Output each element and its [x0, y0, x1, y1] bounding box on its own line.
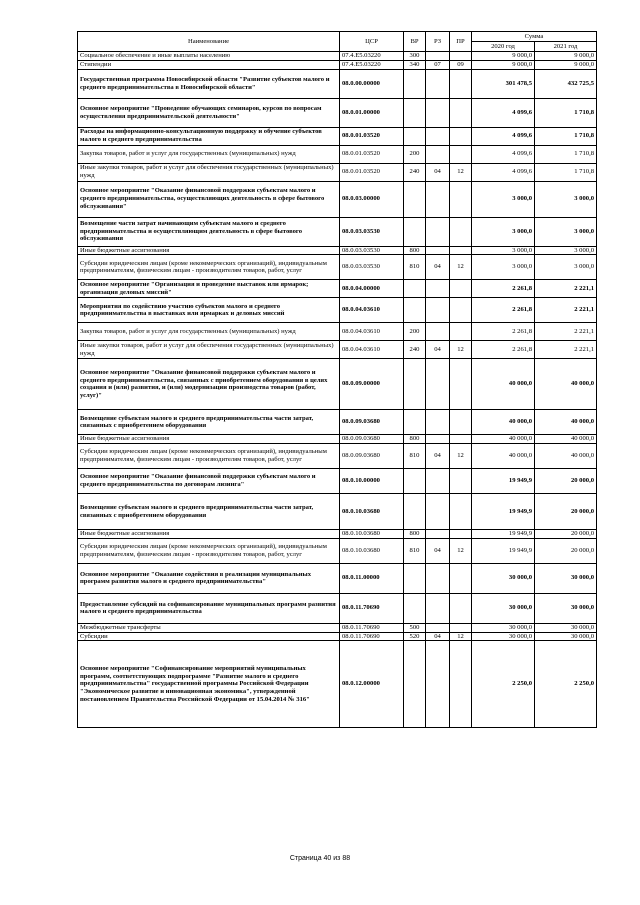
row-csr: 08.0.09.03680	[340, 435, 404, 444]
row-sum-2020: 19 949,9	[472, 538, 535, 563]
row-name: Субсидии юридическим лицам (кроме некоммерческих организаций), индивидуальным предпринимателям, физическим лицам - производителям товаров, работ, услуг	[78, 538, 340, 563]
row-sum-2020: 30 000,0	[472, 593, 535, 623]
row-name: Основное мероприятие "Софинансирование мероприятий муниципальных программ, соответствующих подпрограмме "Развитие малого и среднего предпринимательства" государственной программы Российской Федерации "Экономическое развитие и инновационная экономика", утвержденной постановлением Правительства Российской Федерации от 15.04.2014 № 316"	[78, 641, 340, 728]
row-rz	[426, 98, 450, 127]
row-name: Субсидии юридическим лицам (кроме некоммерческих организаций), индивидуальным предпринимателям, физическим лицам - производителям товаров, работ, услуг	[78, 255, 340, 280]
row-vr	[404, 494, 426, 530]
table-row	[78, 538, 597, 563]
row-sum-2021: 20 000,0	[535, 494, 597, 530]
row-sum-2020: 9 000,0	[472, 60, 535, 69]
header-sum: Сумма	[472, 32, 597, 42]
row-name: Государственная программа Новосибирской области "Развитие субъектов малого и среднего предпринимательства в Новосибирской области"	[78, 69, 340, 98]
row-vr	[404, 593, 426, 623]
row-vr	[404, 359, 426, 410]
row-sum-2020: 40 000,0	[472, 410, 535, 435]
table-row	[78, 323, 597, 341]
row-vr: 200	[404, 323, 426, 341]
row-csr: 08.0.03.00000	[340, 181, 404, 217]
table-row	[78, 255, 597, 280]
row-vr	[404, 641, 426, 728]
row-pr	[450, 69, 472, 98]
row-rz	[426, 359, 450, 410]
row-sum-2020: 30 000,0	[472, 563, 535, 593]
row-sum-2021: 3 000,0	[535, 217, 597, 246]
row-rz: 04	[426, 163, 450, 181]
row-name: Расходы на информационно-консультационную поддержку и обучение субъектов малого и среднего предпринимательства	[78, 127, 340, 145]
row-pr	[450, 435, 472, 444]
row-sum-2021: 40 000,0	[535, 444, 597, 469]
row-sum-2021: 2 221,1	[535, 323, 597, 341]
row-name: Основное мероприятие "Организация и проведение выставок или ярмарок; организация деловых миссий"	[78, 280, 340, 298]
row-pr	[450, 280, 472, 298]
row-name: Основное мероприятие "Оказание финансовой поддержки субъектам малого и среднего предпринимательства, связанных с приобретением оборудования в целях создания и (или) развития, и (или) модернизации производства товаров (работ, услуг)"	[78, 359, 340, 410]
row-csr: 08.0.10.00000	[340, 469, 404, 494]
header-year-2021: 2021 год	[535, 42, 597, 52]
table-row	[78, 593, 597, 623]
row-csr: 08.0.03.03530	[340, 246, 404, 255]
row-sum-2020: 2 261,8	[472, 323, 535, 341]
row-csr: 08.0.11.70690	[340, 593, 404, 623]
row-pr	[450, 410, 472, 435]
row-pr	[450, 145, 472, 163]
page-number: Страница 40 из 88	[289, 855, 351, 862]
row-sum-2021: 30 000,0	[535, 593, 597, 623]
table-row	[78, 145, 597, 163]
row-vr	[404, 217, 426, 246]
row-rz	[426, 298, 450, 323]
row-name: Стипендии	[78, 60, 340, 69]
row-rz: 04	[426, 255, 450, 280]
row-sum-2021: 2 221,1	[535, 341, 597, 359]
table-row	[78, 632, 597, 641]
row-sum-2021: 1 710,8	[535, 163, 597, 181]
row-sum-2021: 3 000,0	[535, 181, 597, 217]
table-row	[78, 563, 597, 593]
row-vr: 800	[404, 435, 426, 444]
row-rz	[426, 323, 450, 341]
row-name: Иные закупки товаров, работ и услуг для обеспечения государственных (муниципальных) нужд	[78, 341, 340, 359]
row-sum-2020: 9 000,0	[472, 52, 535, 61]
row-rz	[426, 127, 450, 145]
row-csr: 08.0.01.03520	[340, 163, 404, 181]
row-csr: 07.4.Е5.03220	[340, 52, 404, 61]
header-vr: ВР	[404, 32, 426, 52]
row-sum-2020: 4 099,6	[472, 127, 535, 145]
row-name: Межбюджетные трансферты	[78, 623, 340, 632]
row-sum-2020: 2 250,0	[472, 641, 535, 728]
row-pr	[450, 641, 472, 728]
row-csr: 08.0.04.03610	[340, 298, 404, 323]
row-vr: 300	[404, 52, 426, 61]
row-sum-2021: 20 000,0	[535, 530, 597, 539]
row-rz	[426, 494, 450, 530]
row-vr	[404, 98, 426, 127]
row-csr: 08.0.01.00000	[340, 98, 404, 127]
row-sum-2021: 3 000,0	[535, 255, 597, 280]
row-vr: 800	[404, 246, 426, 255]
row-sum-2021: 40 000,0	[535, 435, 597, 444]
table-row	[78, 280, 597, 298]
row-rz	[426, 145, 450, 163]
row-name: Основное мероприятие "Оказание содействия в реализации муниципальных программ развития малого и среднего предпринимательства"	[78, 563, 340, 593]
row-csr: 08.0.00.00000	[340, 69, 404, 98]
row-csr: 08.0.11.00000	[340, 563, 404, 593]
row-csr: 07.4.Е5.03220	[340, 60, 404, 69]
table-row	[78, 298, 597, 323]
row-sum-2020: 2 261,8	[472, 341, 535, 359]
row-sum-2021: 20 000,0	[535, 469, 597, 494]
row-sum-2020: 3 000,0	[472, 255, 535, 280]
row-sum-2020: 19 949,9	[472, 494, 535, 530]
table-row	[78, 623, 597, 632]
row-csr: 08.0.09.03680	[340, 410, 404, 435]
row-csr: 08.0.09.03680	[340, 444, 404, 469]
row-pr: 12	[450, 341, 472, 359]
header-csr: ЦСР	[340, 32, 404, 52]
row-name: Социальное обеспечение и иные выплаты населению	[78, 52, 340, 61]
row-name: Возмещение части затрат начинающим субъектам малого и среднего предпринимательства и осуществляющим деятельность в сфере бытового обслуживания	[78, 217, 340, 246]
row-csr: 08.0.03.03530	[340, 217, 404, 246]
row-pr	[450, 563, 472, 593]
row-name: Мероприятия по содействию участию субъектов малого и среднего предпринимательства в выставках или ярмарках и деловых миссий	[78, 298, 340, 323]
row-pr	[450, 127, 472, 145]
row-sum-2020: 40 000,0	[472, 444, 535, 469]
row-sum-2020: 4 099,6	[472, 163, 535, 181]
table-row	[78, 469, 597, 494]
row-sum-2021: 1 710,8	[535, 127, 597, 145]
row-sum-2020: 19 949,9	[472, 469, 535, 494]
row-sum-2020: 301 478,5	[472, 69, 535, 98]
row-vr	[404, 469, 426, 494]
row-csr: 08.0.09.00000	[340, 359, 404, 410]
header-name: Наименование	[78, 32, 340, 52]
row-csr: 08.0.01.03520	[340, 145, 404, 163]
row-pr	[450, 52, 472, 61]
row-sum-2020: 40 000,0	[472, 435, 535, 444]
row-rz: 04	[426, 341, 450, 359]
row-vr	[404, 127, 426, 145]
row-name: Иные бюджетные ассигнования	[78, 435, 340, 444]
row-name: Иные бюджетные ассигнования	[78, 246, 340, 255]
row-rz	[426, 530, 450, 539]
row-pr	[450, 323, 472, 341]
row-pr	[450, 217, 472, 246]
row-sum-2020: 3 000,0	[472, 217, 535, 246]
row-csr: 08.0.04.00000	[340, 280, 404, 298]
row-csr: 08.0.11.70690	[340, 623, 404, 632]
row-name: Возмещение субъектам малого и среднего предпринимательства части затрат, связанных с приобретением оборудования	[78, 410, 340, 435]
row-name: Субсидии юридическим лицам (кроме некоммерческих организаций), индивидуальным предпринимателям, физическим лицам - производителям товаров, работ, услуг	[78, 444, 340, 469]
row-sum-2021: 40 000,0	[535, 359, 597, 410]
row-rz	[426, 563, 450, 593]
row-vr	[404, 181, 426, 217]
row-rz	[426, 593, 450, 623]
row-sum-2020: 3 000,0	[472, 181, 535, 217]
row-rz	[426, 469, 450, 494]
row-rz	[426, 435, 450, 444]
row-vr: 240	[404, 341, 426, 359]
row-sum-2021: 9 000,0	[535, 52, 597, 61]
row-rz	[426, 217, 450, 246]
row-vr	[404, 563, 426, 593]
row-rz	[426, 246, 450, 255]
row-name: Закупка товаров, работ и услуг для государственных (муниципальных) нужд	[78, 145, 340, 163]
row-csr: 08.0.04.03610	[340, 323, 404, 341]
header-rz: РЗ	[426, 32, 450, 52]
row-pr	[450, 494, 472, 530]
table-row	[78, 435, 597, 444]
row-csr: 08.0.12.00000	[340, 641, 404, 728]
table-row	[78, 494, 597, 530]
row-pr	[450, 246, 472, 255]
row-sum-2020: 40 000,0	[472, 359, 535, 410]
row-vr: 500	[404, 623, 426, 632]
row-sum-2021: 40 000,0	[535, 410, 597, 435]
row-name: Закупка товаров, работ и услуг для государственных (муниципальных) нужд	[78, 323, 340, 341]
table-row	[78, 217, 597, 246]
row-pr	[450, 98, 472, 127]
row-name: Предоставление субсидий на софинансирование муниципальных программ развития малого и среднего предпринимательства	[78, 593, 340, 623]
row-sum-2021: 2 221,1	[535, 298, 597, 323]
row-sum-2021: 30 000,0	[535, 623, 597, 632]
row-pr	[450, 298, 472, 323]
row-name: Основное мероприятие "Оказание финансовой поддержки субъектам малого и среднего предпринимательства, осуществляющих деятельность в сфере бытового обслуживания"	[78, 181, 340, 217]
row-rz	[426, 641, 450, 728]
row-name: Иные закупки товаров, работ и услуг для обеспечения государственных (муниципальных) нужд	[78, 163, 340, 181]
row-sum-2021: 2 221,1	[535, 280, 597, 298]
row-rz	[426, 280, 450, 298]
table-row	[78, 52, 597, 61]
row-sum-2021: 30 000,0	[535, 632, 597, 641]
table-row	[78, 163, 597, 181]
table-row	[78, 341, 597, 359]
table-row	[78, 127, 597, 145]
row-vr: 340	[404, 60, 426, 69]
row-vr: 240	[404, 163, 426, 181]
table-row	[78, 410, 597, 435]
row-rz: 04	[426, 444, 450, 469]
row-sum-2020: 2 261,8	[472, 298, 535, 323]
row-pr: 12	[450, 255, 472, 280]
row-rz	[426, 69, 450, 98]
row-vr: 810	[404, 538, 426, 563]
row-sum-2020: 4 099,6	[472, 98, 535, 127]
row-vr: 800	[404, 530, 426, 539]
table-row	[78, 60, 597, 69]
table-row	[78, 98, 597, 127]
row-pr: 12	[450, 632, 472, 641]
row-pr: 09	[450, 60, 472, 69]
row-vr: 810	[404, 444, 426, 469]
row-sum-2020: 2 261,8	[472, 280, 535, 298]
row-sum-2021: 9 000,0	[535, 60, 597, 69]
row-csr: 08.0.10.03680	[340, 494, 404, 530]
row-rz	[426, 410, 450, 435]
row-vr	[404, 410, 426, 435]
row-pr	[450, 469, 472, 494]
row-rz: 07	[426, 60, 450, 69]
table-row	[78, 444, 597, 469]
row-pr: 12	[450, 163, 472, 181]
header-pr: ПР	[450, 32, 472, 52]
row-rz	[426, 52, 450, 61]
row-rz	[426, 623, 450, 632]
row-sum-2020: 4 099,6	[472, 145, 535, 163]
table-row	[78, 359, 597, 410]
row-csr: 08.0.10.03680	[340, 538, 404, 563]
row-pr	[450, 359, 472, 410]
row-sum-2021: 3 000,0	[535, 246, 597, 255]
table-row	[78, 530, 597, 539]
table-row	[78, 246, 597, 255]
row-pr	[450, 623, 472, 632]
row-name: Возмещение субъектам малого и среднего предпринимательства части затрат, связанных с приобретением оборудования	[78, 494, 340, 530]
row-name: Субсидии	[78, 632, 340, 641]
row-sum-2020: 19 949,9	[472, 530, 535, 539]
row-csr: 08.0.01.03520	[340, 127, 404, 145]
row-csr: 08.0.11.70690	[340, 632, 404, 641]
row-vr	[404, 298, 426, 323]
row-sum-2021: 30 000,0	[535, 563, 597, 593]
row-rz	[426, 181, 450, 217]
row-sum-2021: 1 710,8	[535, 145, 597, 163]
row-sum-2020: 30 000,0	[472, 623, 535, 632]
row-csr: 08.0.03.03530	[340, 255, 404, 280]
row-sum-2020: 3 000,0	[472, 246, 535, 255]
row-sum-2021: 1 710,8	[535, 98, 597, 127]
row-csr: 08.0.10.03680	[340, 530, 404, 539]
row-sum-2021: 20 000,0	[535, 538, 597, 563]
row-name: Иные бюджетные ассигнования	[78, 530, 340, 539]
row-rz: 04	[426, 632, 450, 641]
header-year-2020: 2020 год	[472, 42, 535, 52]
row-vr: 200	[404, 145, 426, 163]
budget-table	[77, 31, 597, 728]
row-pr: 12	[450, 538, 472, 563]
table-row	[78, 641, 597, 728]
row-name: Основное мероприятие "Оказание финансовой поддержки субъектам малого и среднего предпринимательства по договорам лизинга"	[78, 469, 340, 494]
row-sum-2020: 30 000,0	[472, 632, 535, 641]
row-pr	[450, 593, 472, 623]
row-pr	[450, 530, 472, 539]
row-rz: 04	[426, 538, 450, 563]
table-row	[78, 181, 597, 217]
row-vr: 520	[404, 632, 426, 641]
row-vr	[404, 280, 426, 298]
row-name: Основное мероприятие "Проведение обучающих семинаров, курсов по вопросам осуществления предпринимательской деятельности"	[78, 98, 340, 127]
row-pr	[450, 181, 472, 217]
table-body	[78, 52, 597, 728]
row-pr: 12	[450, 444, 472, 469]
table-row	[78, 69, 597, 98]
row-sum-2021: 432 725,5	[535, 69, 597, 98]
row-sum-2021: 2 250,0	[535, 641, 597, 728]
row-csr: 08.0.04.03610	[340, 341, 404, 359]
row-vr	[404, 69, 426, 98]
row-vr: 810	[404, 255, 426, 280]
